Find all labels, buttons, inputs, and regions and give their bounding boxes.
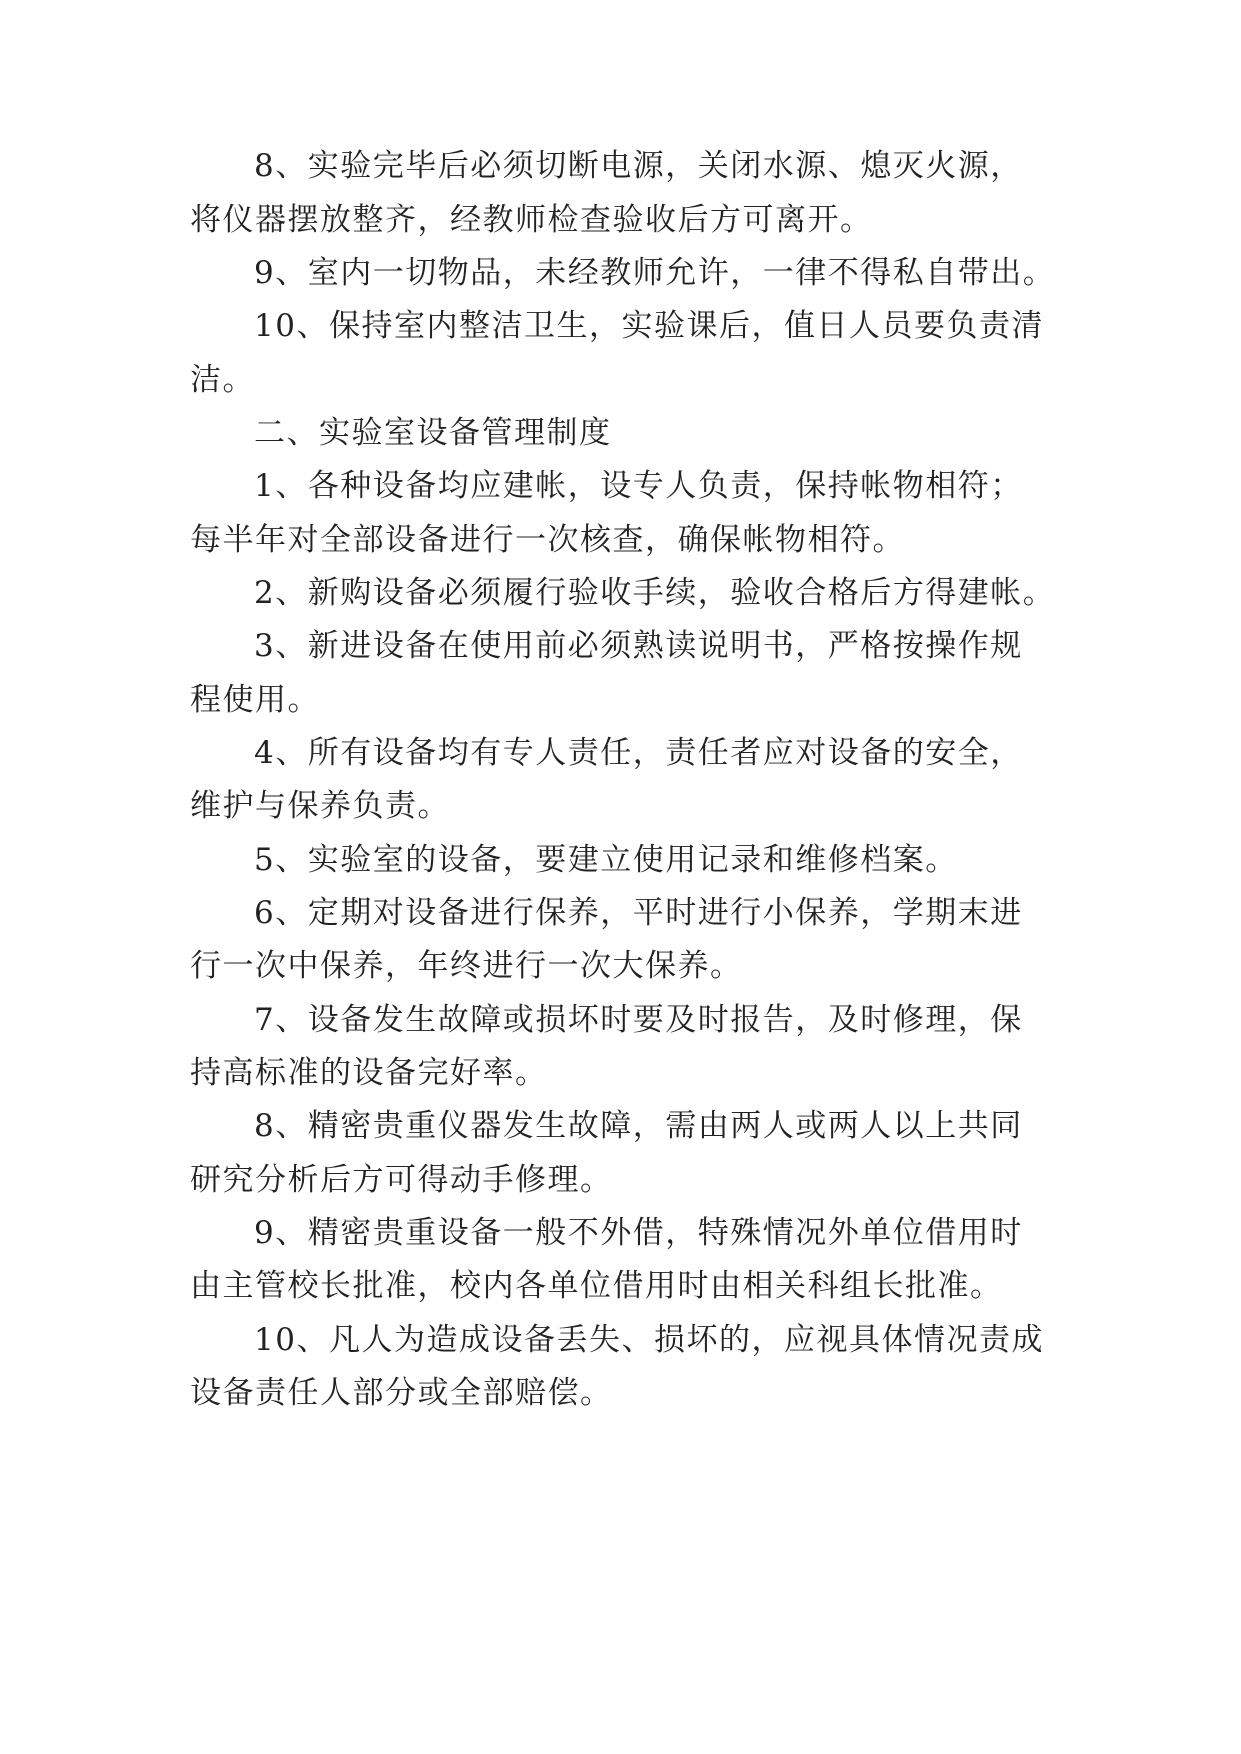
paragraph-line: 4、所有设备均有专人责任，责任者应对设备的安全， — [254, 735, 1023, 771]
paragraph-line: 3、新进设备在使用前必须熟读说明书，严格按操作规 — [254, 628, 1023, 664]
paragraph-line: 每半年对全部设备进行一次核查，确保帐物相符。 — [190, 522, 905, 558]
paragraph-line: 9、精密贵重设备一般不外借，特殊情况外单位借用时 — [254, 1215, 1023, 1251]
paragraph-line: 7、设备发生故障或损坏时要及时报告，及时修理，保 — [254, 1002, 1023, 1038]
paragraph-line: 持高标准的设备完好率。 — [190, 1055, 548, 1091]
paragraph-line: 8、精密贵重仪器发生故障，需由两人或两人以上共同 — [254, 1108, 1023, 1144]
paragraph-line: 设备责任人部分或全部赔偿。 — [190, 1375, 613, 1411]
paragraph-line: 由主管校长批准，校内各单位借用时由相关科组长批准。 — [190, 1268, 1003, 1304]
section-heading: 二、实验室设备管理制度 — [254, 415, 612, 451]
paragraph-line: 5、实验室的设备，要建立使用记录和维修档案。 — [254, 842, 958, 878]
paragraph-line: 1、各种设备均应建帐，设专人负责，保持帐物相符； — [254, 468, 1023, 504]
paragraph-line: 8、实验完毕后必须切断电源，关闭水源、熄灭火源， — [254, 148, 1023, 184]
paragraph-line: 研究分析后方可得动手修理。 — [190, 1162, 613, 1198]
paragraph-line: 行一次中保养，年终进行一次大保养。 — [190, 948, 743, 984]
paragraph-line: 将仪器摆放整齐，经教师检查验收后方可离开。 — [190, 202, 873, 238]
paragraph-line: 10、保持室内整洁卫生，实验课后，值日人员要负责清 — [254, 308, 1044, 344]
paragraph-line: 6、定期对设备进行保养，平时进行小保养，学期末进 — [254, 895, 1023, 931]
paragraph-line: 洁。 — [190, 362, 255, 398]
paragraph-line: 10、凡人为造成设备丢失、损坏的，应视具体情况责成 — [254, 1322, 1044, 1358]
paragraph-line: 维护与保养负责。 — [190, 788, 450, 824]
paragraph-line: 程使用。 — [190, 682, 320, 718]
paragraph-line: 2、新购设备必须履行验收手续，验收合格后方得建帐。 — [254, 575, 1056, 611]
paragraph-line: 9、室内一切物品，未经教师允许，一律不得私自带出。 — [254, 255, 1056, 291]
